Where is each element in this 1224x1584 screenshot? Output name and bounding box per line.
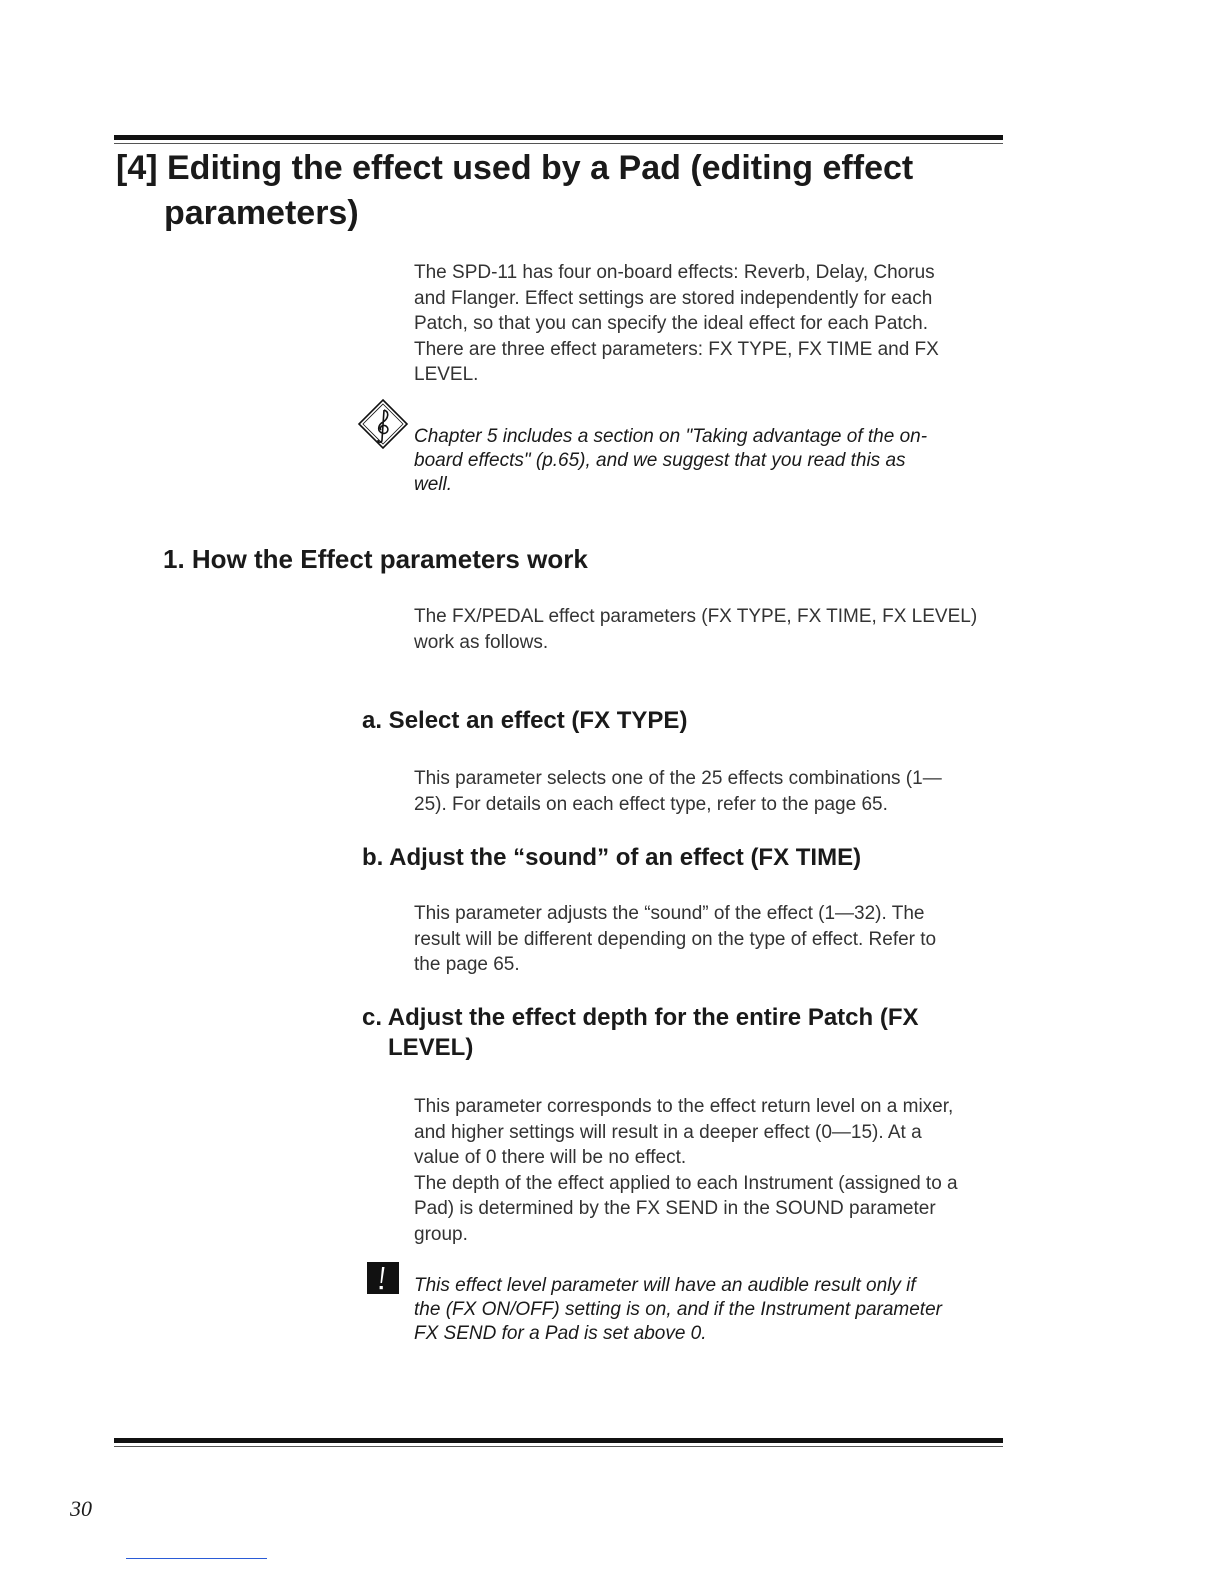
subsection-a-heading: a. Select an effect (FX TYPE) xyxy=(362,707,688,734)
text-line: 25). For details on each effect type, refer to the page 65. xyxy=(414,793,888,815)
text-line: Chapter 5 includes a section on "Taking advantage of the on- xyxy=(414,426,928,447)
text-line: FX SEND for a Pad is set above 0. xyxy=(414,1323,707,1344)
section-heading: 1. How the Effect parameters work xyxy=(163,544,588,574)
text-line: This parameter adjusts the “sound” of the effect (1—32). The xyxy=(414,903,925,924)
bottom-rule-thick xyxy=(114,1438,1003,1443)
text-line: LEVEL. xyxy=(414,364,479,385)
footer-link-underline xyxy=(126,1558,267,1559)
text-line: Pad) is determined by the FX SEND in the SOUND parameter xyxy=(414,1198,936,1219)
subsection-b-heading: b. Adjust the “sound” of an effect (FX TIME) xyxy=(362,844,862,871)
top-rule-thin xyxy=(114,143,1003,144)
text-line: value of 0 there will be no effect. xyxy=(414,1147,687,1168)
text-line: the page 65. xyxy=(414,954,520,975)
text-line: The SPD-11 has four on-board effects: Reverb, Delay, Chorus xyxy=(414,262,935,283)
text-line: work as follows. xyxy=(414,631,549,653)
text-line: This effect level parameter will have an audible result only if xyxy=(414,1275,916,1296)
bottom-rule-thin xyxy=(114,1446,1003,1447)
text-line: and Flanger. Effect settings are stored independently for each xyxy=(414,287,933,309)
intro-paragraph xyxy=(414,260,939,388)
page-number: 30 xyxy=(70,1496,92,1521)
chapter-title-line2: parameters) xyxy=(164,194,359,232)
text-line: This parameter corresponds to the effect return level on a mixer, xyxy=(414,1096,954,1117)
text-line: group. xyxy=(414,1223,468,1245)
subsection-a-paragraph xyxy=(414,766,942,817)
subsection-c-heading-line1: c. Adjust the effect depth for the entire Patch (FX xyxy=(362,1004,919,1031)
chapter-title-line1: [4] Editing the effect used by a Pad (editing effect xyxy=(116,149,914,187)
text-line: Patch, so that you can specify the ideal effect for each Patch. xyxy=(414,313,929,334)
top-rule-thick xyxy=(114,135,1003,140)
memo-note xyxy=(414,425,927,497)
text-line: and higher settings will result in a deeper effect (0—15). At a xyxy=(414,1121,922,1143)
text-line: The depth of the effect applied to each Instrument (assigned to a xyxy=(414,1172,958,1194)
treble-clef-memo-icon xyxy=(357,398,409,450)
text-line: The FX/PEDAL effect parameters (FX TYPE, FX TIME, FX LEVEL) xyxy=(414,606,978,627)
text-line: the (FX ON/OFF) setting is on, and if the Instrument parameter xyxy=(414,1299,942,1320)
subsection-c-heading xyxy=(362,1003,919,1063)
subsection-b-paragraph xyxy=(414,901,936,978)
text-line: board effects" (p.65), and we suggest that you read this as xyxy=(414,450,906,471)
text-line: This parameter selects one of the 25 effects combinations (1— xyxy=(414,768,942,789)
subsection-c-paragraph xyxy=(414,1094,958,1247)
text-line: well. xyxy=(414,474,453,495)
subsection-c-heading-line2: LEVEL) xyxy=(388,1034,474,1061)
text-line: There are three effect parameters: FX TYPE, FX TIME and FX xyxy=(414,338,939,360)
warning-note xyxy=(414,1274,942,1346)
section1-paragraph xyxy=(414,604,977,655)
exclamation-warning-icon xyxy=(367,1262,399,1294)
text-line: result will be different depending on the type of effect. Refer to xyxy=(414,928,937,950)
chapter-title xyxy=(116,146,936,236)
